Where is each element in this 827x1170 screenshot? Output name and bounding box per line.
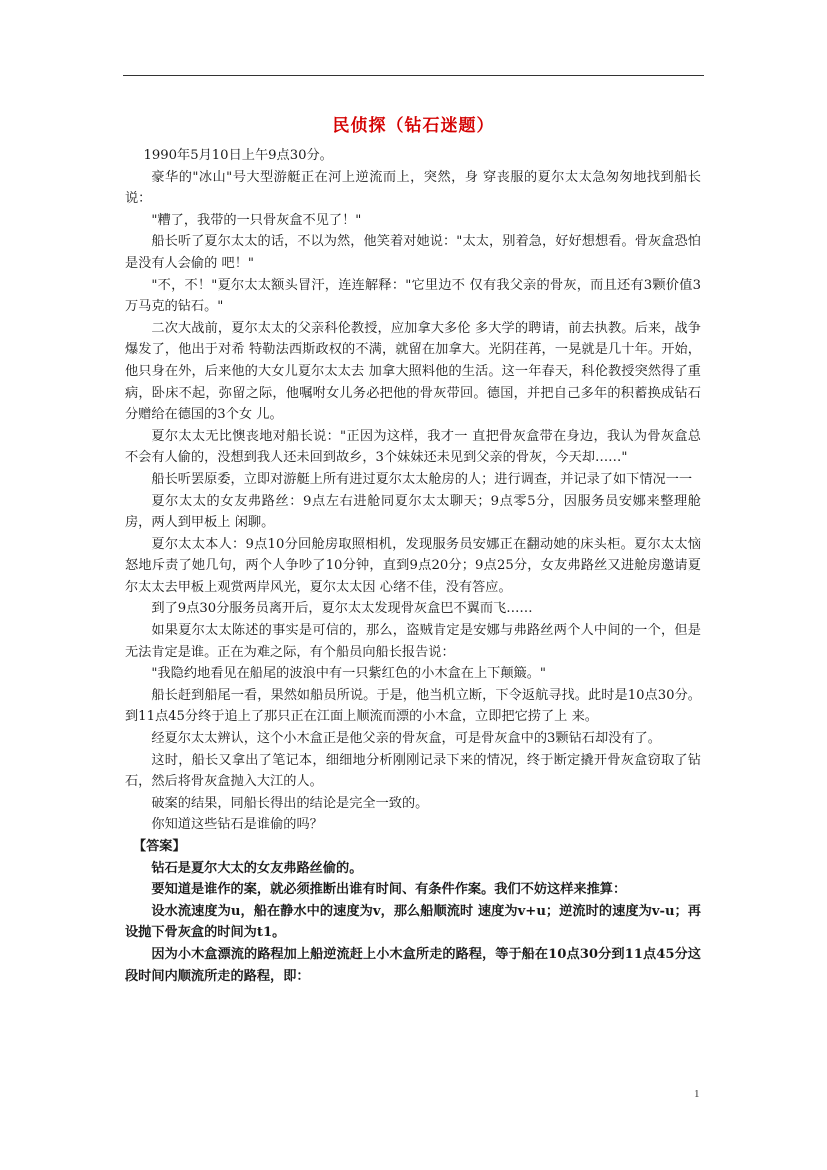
document-body [125, 145, 701, 987]
paragraph: 船长听了夏尔太太的话，不以为然，他笑着对她说："太太，别着急，好好想想看。骨灰盒恐怕是没有人会偷的 吧！" [125, 234, 701, 271]
answer-paragraph: 钻石是夏尔大太的女友弗路丝偷的。 [151, 860, 363, 876]
paragraph: 破案的结果，同船长得出的结论是完全一致的。 [151, 795, 429, 811]
paragraph: "我隐约地看见在船尾的波浪中有一只紫红色的小木盒在上下颠簸。" [151, 666, 546, 682]
paragraph: 豪华的"冰山"号大型游艇正在河上逆流而上，突然，身 穿丧服的夏尔太太急匆匆地找到船长说： [125, 169, 701, 207]
paragraph: 如果夏尔太太陈述的事实是可信的，那么，盗贼肯定是安娜与弗路丝两个人中间的一个，但是无法肯定是谁。正在为难之际，有个船员向船长报告说： [125, 623, 701, 660]
paragraph: "糟了，我带的一只骨灰盒不见了！" [151, 212, 362, 228]
answer-heading: 【答案】 [132, 839, 186, 854]
answer-paragraph: 要知道是谁作的案，就必须推断出谁有时间、有条件作案。我们不妨这样来推算： [151, 882, 627, 898]
paragraph: 夏尔太太的女友弗路丝：9点左右进舱同夏尔太太聊天；9点零5分，因服务员安娜来整理舱房，两人到甲板上 闲聊。 [125, 493, 701, 531]
paragraph: 经夏尔太太辨认，这个小木盒正是他父亲的骨灰盒，可是骨灰盒中的3颗钻石却没有了。 [151, 731, 661, 747]
paragraph: 船长赶到船尾一看，果然如船员所说。于是，他当机立断，下令返航寻找。此时是10点30分。到11点45分终于追上了那只正在江面上顺流而漂的小木盒，立即把它捞了上 来。 [125, 687, 701, 725]
paragraph: 你知道这些钻石是谁偷的吗？ [151, 817, 323, 833]
paragraph: 1990年5月10日上午9点30分。 [143, 148, 333, 163]
page-title: 民侦探（钻石迷题） [332, 116, 495, 136]
paragraph: 夏尔太太无比懊丧地对船长说："正因为这样，我才一 直把骨灰盒带在身边，我认为骨灰盒总不会有人偷的，没想到我人还未回到故乡，3个妹妹还未见到父亲的骨灰，今天却……" [125, 428, 701, 466]
paragraph: 夏尔太太本人：9点10分回舱房取照相机，发现服务员安娜正在翻动她的床头柜。夏尔太太恼怒地斥责了她几句，两个人争吵了10分钟，直到9点20分；9点25分，女友弗路丝又进舱房邀请夏尔太太去甲板上观赏两岸风光，夏尔太太因 心绪不佳，没有答应。 [125, 536, 701, 595]
header-rule [123, 75, 704, 76]
page-number: 1 [694, 1088, 700, 1100]
paragraph: "不，不！"夏尔太太额头冒汗，连连解释："它里边不 仅有我父亲的骨灰，而且还有3颗价值3万马克的钻石。" [125, 277, 701, 315]
paragraph: 到了9点30分服务员离开后，夏尔太太发现骨灰盒巴不翼而飞…… [151, 601, 533, 617]
paragraph: 船长听罢原委，立即对游艇上所有进过夏尔太太舱房的人；进行调查，并记录了如下情况一一 [151, 471, 693, 487]
paragraph: 二次大战前，夏尔太太的父亲科伦教授，应加拿大多伦 多大学的聘请，前去执教。后来，战争爆发了，他出于对希 特勒法西斯政权的不满，就留在加拿大。光阴荏苒，一晃就是几十年。开始，他只身在外，后来他的大女儿夏尔太太去 加拿大照料他的生活。这一年春天，科伦教授突然得了重病，卧床不起，弥留之际，他嘱咐女儿务必把他的骨灰带回。德国，并把自己多年的积蓄换成钻石分赠给在德国的3个女 儿。 [125, 320, 701, 423]
answer-paragraph: 设水流速度为u，船在静水中的速度为v，那么船顺流时 速度为v+u；逆流时的速度为v-u；再设抛下骨灰盒的时间为t1。 [125, 903, 701, 941]
paragraph: 这时，船长又拿出了笔记本，细细地分析刚刚记录下来的情况，终于断定撬开骨灰盒窃取了钻石，然后将骨灰盒抛入大江的人。 [125, 752, 701, 790]
answer-paragraph: 因为小木盒漂流的路程加上船逆流赶上小木盒所走的路程，等于船在10点30分到11点45分这段时间内顺流所走的路程，即： [125, 946, 701, 984]
